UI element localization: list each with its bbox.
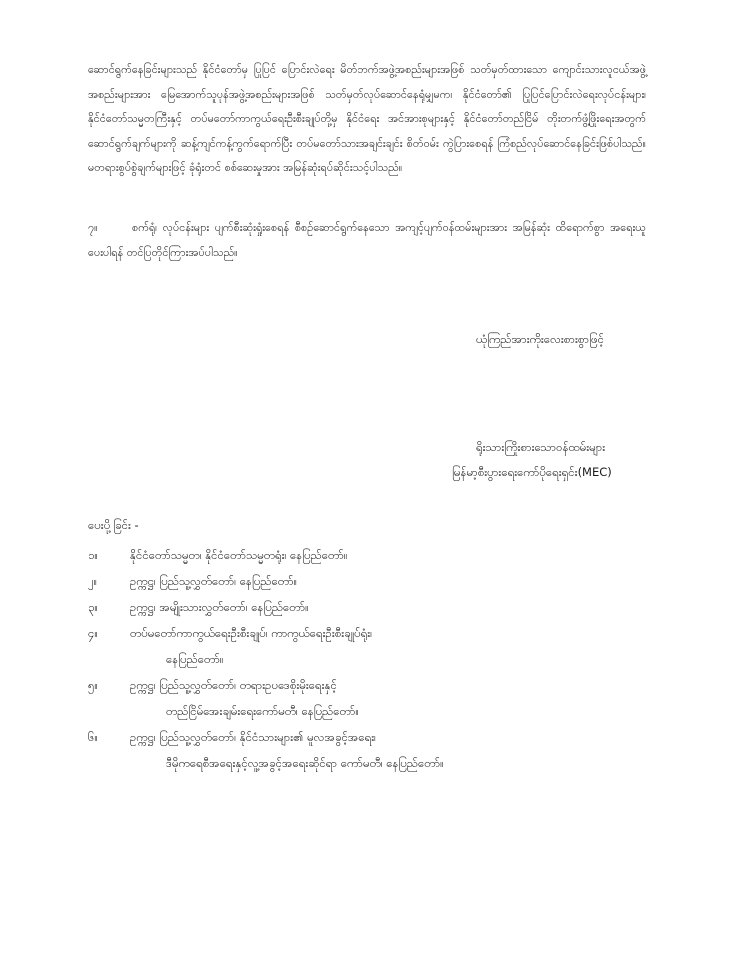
body-paragraph-1: ဆောင်ရွက်နေခြင်းများသည် နိုင်ငံတော်မှ ပြုပြင် ပြောင်းလဲရေး မိတ်ဘက်အဖွဲ့အစည်းများအဖြစ် သတ်မှတ်ထားသော ကျောင်းသားလူငယ်အဖွဲ့အစည်းများအား မြေအောက်သူပုန်အဖွဲ့အစည်းများအဖြစ် သတ်မှတ်လုပ်ဆောင်နေရုံမျှမက၊ နိုင်ငံတော်၏ ပြုပြင်ပြောင်းလဲရေးလုပ်ငန်းများ၊ နိုင်ငံတော်သမ္မတကြီးနှင့် တပ်မတော်ကာကွယ်ရေးဦးစီးချုပ်တို့မှ နိုင်ငံရေး အင်အားစုများနှင့် နိုင်ငံတော်တည်ငြိမ် တိုးတက်ဖွံ့ဖြိုးရေးအတွက် ဆောင်ရွက်ချက်များကို ဆန့်ကျင်ကန့်ကွက်ရောက်ပြီး တပ်မတော်သားအချင်းချင်း စိတ်ဝမ်း ကွဲပြားစေရန် ကြံစည်လုပ်ဆောင်နေခြင်းဖြစ်ပါသည်။ မတရားစွပ်စွဲချက်များဖြင့် ခုံရုံးတင် စစ်ဆေးမှုအား အမြန်ဆုံးရပ်ဆိုင်းသင့်ပါသည်။ — [88, 63, 646, 174]
list-item — [88, 672, 648, 724]
list-item — [88, 724, 648, 776]
list-item — [88, 542, 648, 568]
list-item-number: ၃။ — [88, 600, 98, 614]
paragraph-number: ၇။ — [88, 221, 98, 234]
signatory-line-2: မြန်မာ့စီးပွားရေးကော်ပိုရေးရှင်း(MEC) — [452, 465, 612, 479]
list-item-number: ၁။ — [88, 548, 98, 562]
copies-heading: ပေးပို့ခြင်း - — [88, 518, 139, 532]
list-item — [88, 568, 648, 594]
list-item-text: ဥက္ကဋ္ဌ၊ ပြည်သူ့လွှတ်တော်၊ တရားဥပဒေစိုးမိုးရေးနှင့် — [130, 678, 337, 692]
list-item-continuation: နေပြည်တော်။ — [166, 652, 224, 666]
paragraph-text: စက်ရုံ၊ လုပ်ငန်းများ ပျက်စီးဆုံးရှုံးစေရန် စီစဉ်ဆောင်ရွက်နေသော အကျင့်ပျက်ဝန်ထမ်းများအား အမြန်ဆုံး ထိရောက်စွာ အရေးယူပေးပါရန် တင်ပြတိုင်ကြားအပ်ပါသည်။ — [88, 221, 646, 259]
list-item-text: ဥက္ကဋ္ဌ၊ ပြည်သူ့လွှတ်တော်၊ နေပြည်တော်။ — [130, 574, 298, 588]
list-item — [88, 594, 648, 620]
closing-greeting: ယုံကြည်အားကိုးလေးစားစွာဖြင့် — [476, 332, 604, 346]
list-item-text: ဥက္ကဋ္ဌ၊ ပြည်သူ့လွှတ်တော်၊ နိုင်ငံသားများ၏ မူလအခွင့်အရေး၊ — [130, 730, 376, 744]
list-item-number: ၆။ — [88, 730, 98, 744]
list-item-continuation: ဒီမိုကရေစီအရေးနှင့်လူ့အခွင့်အရေးဆိုင်ရာ ကော်မတီ၊ နေပြည်တော်။ — [166, 756, 444, 770]
copies-list — [88, 542, 648, 776]
list-item — [88, 620, 648, 672]
list-item-text: နိုင်ငံတော်သမ္မတ၊ နိုင်ငံတော်သမ္မတရုံး၊ နေပြည်တော်။ — [130, 548, 348, 562]
body-paragraph-2 — [88, 216, 646, 265]
list-item-text: တပ်မတော်ကာကွယ်ရေးဦးစီးချုပ်၊ ကာကွယ်ရေးဦးစီးချုပ်ရုံး၊ — [130, 626, 373, 640]
list-item-number: ၄။ — [88, 626, 98, 640]
list-item-number: ၅။ — [88, 678, 98, 692]
list-item-text: ဥက္ကဋ္ဌ၊ အမျိုးသားလွှတ်တော်၊ နေပြည်တော်။ — [130, 600, 309, 614]
signatory-line-1: ရိုးသားကြိုးစားသောဝန်ထမ်းများ — [476, 440, 606, 454]
list-item-number: ၂။ — [88, 574, 98, 588]
list-item-continuation: တည်ငြိမ်အေးချမ်းရေးကော်မတီ၊ နေပြည်တော်။ — [166, 704, 359, 718]
